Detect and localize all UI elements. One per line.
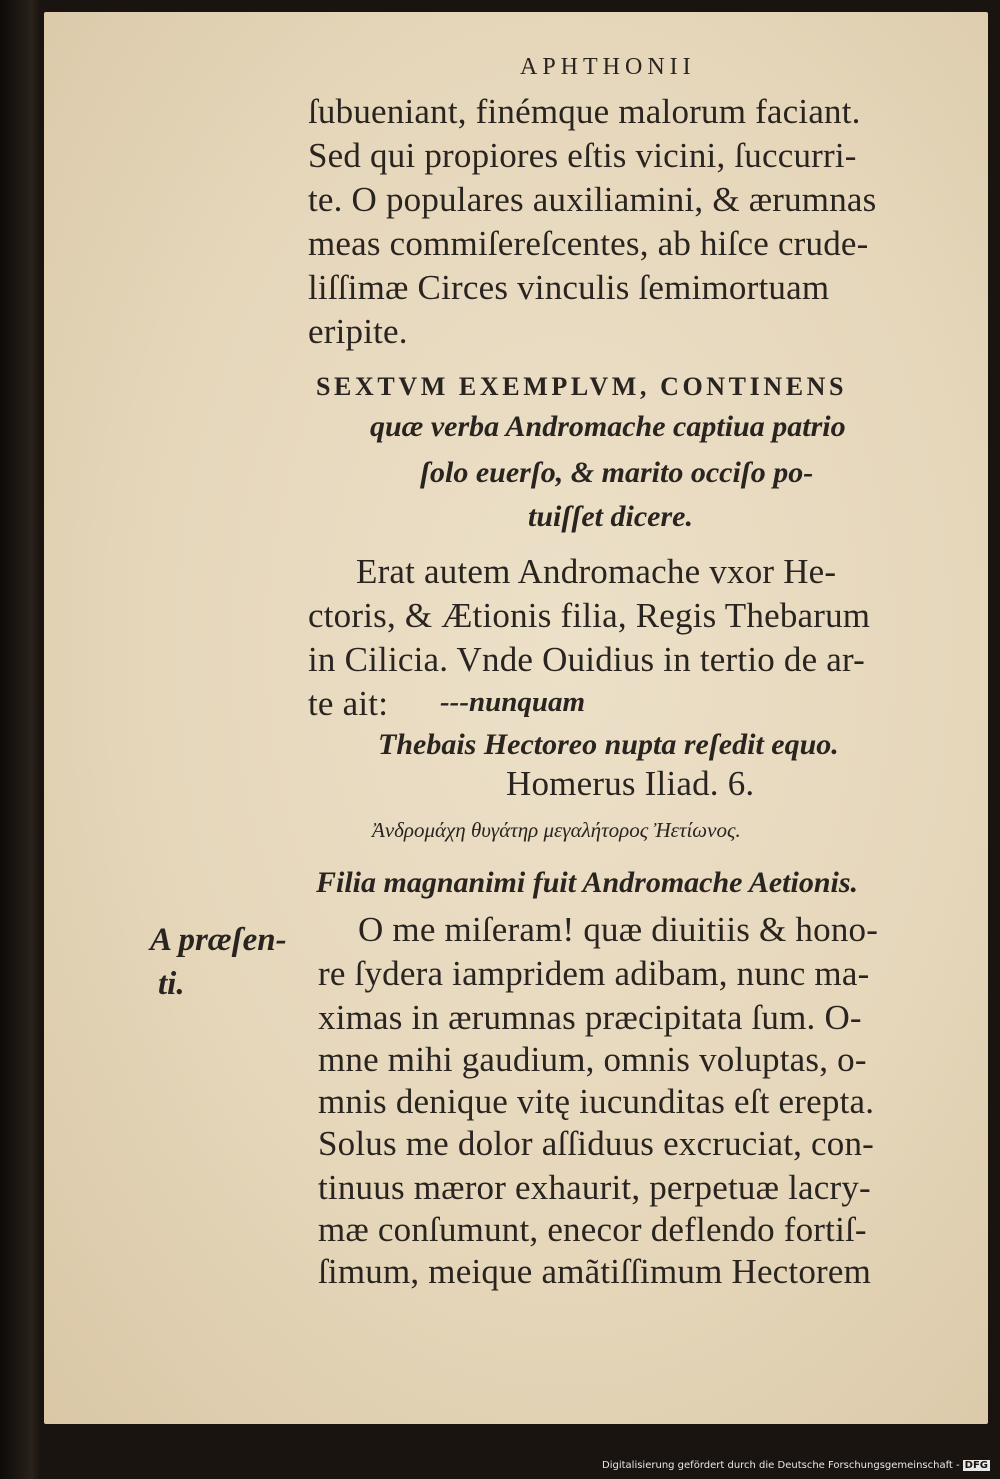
margin-note: A præſen- [150, 922, 287, 958]
text-line: liſſimæ Circes vinculis ſemimortuam [308, 268, 830, 307]
text-line: Solus me dolor aſſiduus excruciat, con- [318, 1124, 875, 1163]
footer-text: Digitalisierung gefördert durch die Deutsche Forschungsgemeinschaft - [602, 1460, 960, 1471]
text-line: in Cilicia. Vnde Ouidius in tertio de ar- [308, 640, 866, 679]
text-line: meas commiſereſcentes, ab hiſce crude- [308, 224, 869, 263]
homer-reference: Homerus Iliad. 6. [506, 764, 755, 803]
text-line: tinuus mæror exhaurit, perpetuæ lacry- [318, 1168, 871, 1207]
text-line: ctoris, & Ætionis filia, Regis Thebarum [308, 596, 871, 635]
running-head: APHTHONII [520, 54, 696, 80]
text-line: re ſydera iampridem adibam, nunc ma- [318, 954, 870, 993]
dfg-logo: DFG [964, 1460, 988, 1471]
section-subheading: tuiſſet dicere. [528, 500, 693, 533]
section-subheading: ſolo euerſo, & marito occiſo po- [420, 456, 814, 489]
book-spine [0, 0, 40, 1479]
section-heading: SEXTVM EXEMPLVM, CONTINENS [316, 372, 848, 401]
latin-translation: Filia magnanimi fuit Andromache Aetionis. [316, 866, 859, 899]
text-line: te ait: [308, 684, 389, 723]
text-line: O me miſeram! quæ diuitiis & hono- [358, 910, 879, 949]
text-line: mnis denique vitę iucunditas eſt erepta. [318, 1082, 875, 1121]
text-line: te. O populares auxiliamini, & ærumnas [308, 180, 877, 219]
text-line: mne mihi gaudium, omnis voluptas, o- [318, 1040, 867, 1079]
margin-note: ti. [158, 966, 185, 1002]
text-line: ſubueniant, finémque malorum faciant. [308, 92, 861, 131]
text-line: Erat autem Andromache vxor He- [356, 552, 837, 591]
footer-credit [602, 1460, 990, 1471]
text-line: mæ conſumunt, enecor deflendo fortiſ- [318, 1210, 867, 1249]
text-line: ſimum, meique amãtiſſimum Hectorem [318, 1252, 872, 1291]
section-subheading: quæ verba Andromache captiua patrio [370, 410, 846, 443]
quote-start: ---nunquam [440, 686, 586, 718]
quote-line: Thebais Hectoreo nupta reſedit equo. [378, 728, 839, 761]
text-line: Sed qui propiores eſtis vicini, ſuccurri- [308, 136, 857, 175]
greek-line: Ἀνδρομάχη θυγάτηρ μεγαλήτορος Ἠετίωνος. [372, 818, 741, 842]
text-line: ximas in ærumnas præcipitata ſum. O- [318, 998, 862, 1037]
text-line: eripite. [308, 312, 408, 351]
